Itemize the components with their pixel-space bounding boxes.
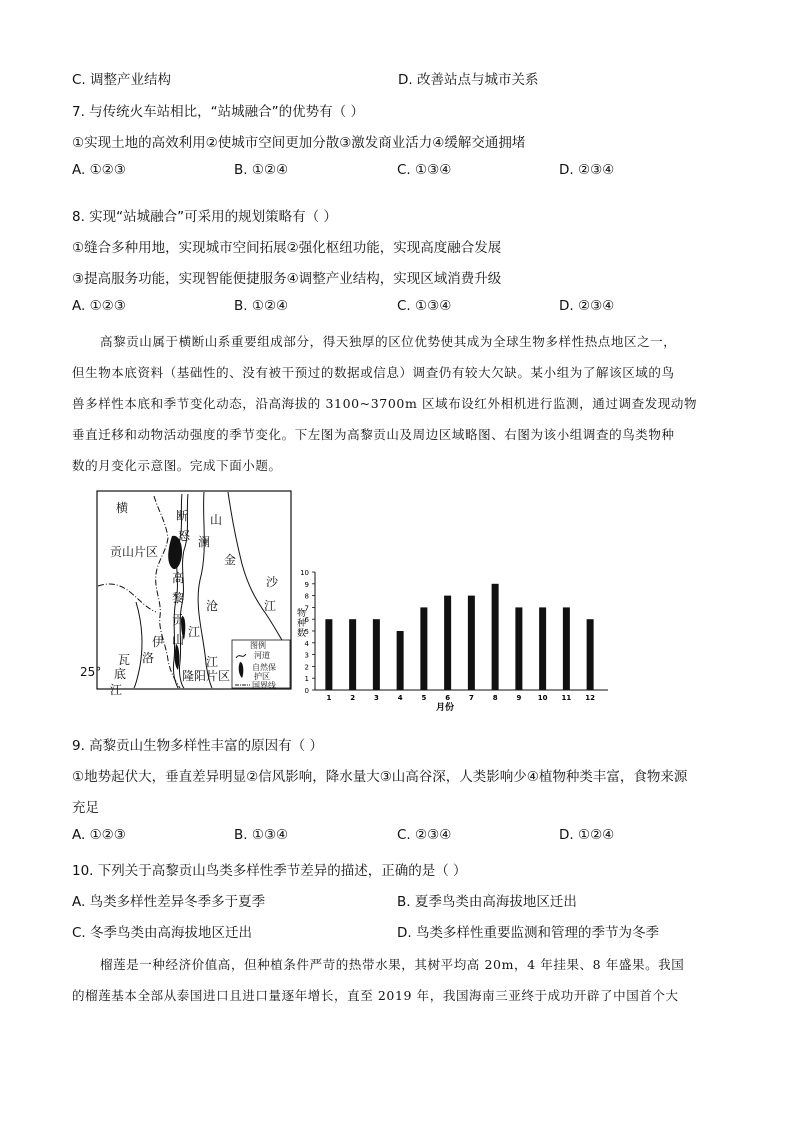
map-label: 金 bbox=[224, 553, 237, 567]
chart-y-label-char: 种 bbox=[297, 619, 307, 629]
map-label: 贡 bbox=[172, 613, 185, 627]
passage2-line-2: 的榴莲基本全部从泰国进口且进口量逐年增长，直至 2019 年，我国海南三亚终于成功开辟了中国首个大 bbox=[72, 988, 679, 1003]
passage1-line-3: 兽多样性本底和季节变化动态，沿高海拔的 3100~3700m 区域布设红外相机进行监测，通过调查发现动物 bbox=[72, 396, 698, 411]
latitude-label: 25° bbox=[80, 665, 102, 679]
chart-y-tick-label: 6 bbox=[304, 616, 309, 625]
passage1-line-1: 高黎贡山属于横断山系重要组成部分，得天独厚的区位优势使其成为全球生物多样性热点地区之一， bbox=[100, 334, 677, 349]
map-label: 山 bbox=[172, 633, 185, 647]
map-label: 伊 bbox=[152, 635, 165, 649]
map-label: 横 bbox=[116, 501, 129, 515]
chart-bar bbox=[468, 596, 475, 690]
chart-y-tick-label: 5 bbox=[304, 628, 309, 636]
chart-x-ticks bbox=[326, 694, 595, 702]
chart-y-tick-label: 9 bbox=[304, 580, 309, 589]
q8-stem: 8. 实现“站城融合”可采用的规划策略有（ ） bbox=[72, 209, 337, 225]
q8-option-c: C. ①③④ bbox=[397, 298, 452, 314]
chart-bars bbox=[325, 584, 593, 690]
chart-x-tick-label: 10 bbox=[537, 694, 548, 702]
map-label: 澜 bbox=[198, 535, 211, 549]
chart-bar bbox=[563, 607, 570, 690]
chart-x-tick-label: 7 bbox=[468, 694, 474, 702]
q10-option-b: B. 夏季鸟类由高海拔地区迁出 bbox=[397, 894, 577, 910]
chart-bar bbox=[444, 596, 451, 690]
q9-option-a: A. ①②③ bbox=[72, 827, 126, 843]
q9-option-c: C. ②③④ bbox=[397, 827, 452, 843]
map-label-longyang-area: 隆阳片区 bbox=[182, 669, 231, 683]
passage2-line-1: 榴莲是一种经济价值高，但种植条件严苛的热带水果，其树平均高 20m，4 年挂果、8 年盛果。我国 bbox=[100, 957, 685, 972]
chart-bar bbox=[515, 607, 522, 690]
chart-x-tick-label: 8 bbox=[492, 694, 498, 702]
chart-x-tick-label: 12 bbox=[585, 694, 595, 702]
q8-option-d: D. ②③④ bbox=[559, 298, 615, 314]
legend-reserve-2: 护区 bbox=[254, 672, 270, 681]
map-label: 江 bbox=[110, 683, 123, 697]
q8-items-1: ①缝合多种用地，实现城市空间拓展②强化枢纽功能，实现高度融合发展 bbox=[72, 240, 502, 256]
q9-items-2: 充足 bbox=[72, 800, 99, 816]
map-label: 洛 bbox=[142, 651, 155, 665]
q9-option-d: D. ①②④ bbox=[559, 827, 615, 843]
chart-x-label: 月份 bbox=[436, 703, 455, 713]
chart-bar bbox=[587, 619, 594, 690]
q10-option-c: C. 冬季鸟类由高海拔地区迁出 bbox=[72, 925, 253, 941]
chart-x-tick-label: 9 bbox=[516, 694, 522, 702]
q7-option-c: C. ①③④ bbox=[397, 162, 452, 178]
chart-y-label bbox=[297, 607, 306, 639]
chart-y-label-char: 物 bbox=[297, 609, 307, 619]
chart-x-tick-label: 1 bbox=[326, 694, 332, 702]
q10-option-d: D. 鸟类多样性重要监测和管理的季节为冬季 bbox=[397, 925, 659, 941]
q7-items: ①实现土地的高效利用②使城市空间更加分散③激发商业活力④缓解交通拥堵 bbox=[72, 135, 526, 151]
chart-y-tick-label: 2 bbox=[304, 663, 309, 672]
q7-option-a: A. ①②③ bbox=[72, 162, 126, 178]
chart-y-tick-label: 3 bbox=[304, 651, 309, 660]
legend-border: 国界线 bbox=[252, 681, 276, 690]
legend-river: 河道 bbox=[254, 651, 270, 660]
passage1-line-5: 数的月变化示意图。完成下面小题。 bbox=[72, 458, 282, 473]
chart-y-tick-label: 10 bbox=[300, 569, 309, 577]
map-label: 江 bbox=[188, 625, 201, 639]
chart-bar bbox=[492, 584, 499, 690]
q9-items-1: ①地势起伏大，垂直差异明显②信风影响，降水量大③山高谷深，人类影响少④植物种类丰富，食物来源 bbox=[72, 769, 688, 785]
legend-title: 图例 bbox=[250, 641, 266, 650]
map-label: 高 bbox=[172, 571, 185, 585]
chart-bar bbox=[397, 631, 404, 690]
q6-option-d: D. 改善站点与城市关系 bbox=[398, 72, 539, 88]
map-label: 瓦 bbox=[118, 653, 131, 667]
bird-species-chart bbox=[283, 564, 613, 724]
map-label-gongshan-area: 贡山片区 bbox=[110, 545, 159, 559]
q8-option-b: B. ①②④ bbox=[234, 298, 289, 314]
q7-option-b: B. ①②④ bbox=[234, 162, 289, 178]
chart-x-tick-label: 11 bbox=[561, 694, 572, 702]
chart-y-tick-label: 0 bbox=[304, 687, 309, 695]
q9-option-b: B. ①③④ bbox=[234, 827, 289, 843]
chart-x-tick-label: 6 bbox=[445, 694, 451, 702]
q7-stem: 7. 与传统火车站相比，“站城融合”的优势有（ ） bbox=[72, 104, 364, 120]
chart-y-tick-label: 1 bbox=[304, 675, 309, 684]
chart-y-tick-label: 7 bbox=[304, 604, 309, 613]
map-label: 沙 bbox=[266, 575, 279, 589]
gaoligong-map bbox=[80, 490, 292, 697]
q8-option-a: A. ①②③ bbox=[72, 298, 126, 314]
chart-bar bbox=[325, 619, 332, 690]
map-label: 江 bbox=[206, 655, 219, 669]
chart-x-tick-label: 4 bbox=[397, 694, 403, 702]
chart-y-tick-label: 4 bbox=[304, 639, 309, 648]
passage1-line-2: 但生物本底资料（基础性的、没有被干预过的数据或信息）调查仍有较大欠缺。某小组为了解该区域的鸟 bbox=[72, 365, 675, 380]
q10-stem: 10. 下列关于高黎贡山鸟类多样性季节差异的描述，正确的是（ ） bbox=[72, 863, 467, 879]
map-label: 黎 bbox=[172, 591, 185, 605]
map-label: 怒 bbox=[178, 529, 191, 543]
legend-reserve-1: 自然保 bbox=[252, 663, 276, 672]
q10-option-a: A. 鸟类多样性差异冬季多于夏季 bbox=[72, 894, 266, 910]
chart-bar bbox=[539, 607, 546, 690]
map-label: 山 bbox=[210, 513, 223, 527]
passage1-line-4: 垂直迁移和动物活动强度的季节变化。下左图为高黎贡山及周边区域略图、右图为该小组调查的鸟类物种 bbox=[72, 427, 675, 442]
chart-x-tick-label: 3 bbox=[373, 694, 379, 702]
q6-option-c: C. 调整产业结构 bbox=[72, 72, 172, 88]
chart-x-tick-label: 2 bbox=[350, 694, 356, 702]
q9-stem: 9. 高黎贡山生物多样性丰富的原因有（ ） bbox=[72, 738, 323, 754]
map-label: 沧 bbox=[206, 599, 219, 613]
chart-y-tick-label: 8 bbox=[304, 592, 309, 601]
q7-option-d: D. ②③④ bbox=[559, 162, 615, 178]
chart-y-label-char: 数 bbox=[297, 629, 307, 639]
map-label: 江 bbox=[264, 599, 277, 613]
q8-items-2: ③提高服务功能，实现智能便捷服务④调整产业结构，实现区域消费升级 bbox=[72, 271, 502, 287]
chart-x-tick-label: 5 bbox=[421, 694, 427, 702]
chart-bar bbox=[349, 619, 356, 690]
chart-bar bbox=[373, 619, 380, 690]
map-label: 断 bbox=[176, 509, 189, 523]
chart-bar bbox=[420, 607, 427, 690]
map-label: 底 bbox=[114, 667, 127, 681]
